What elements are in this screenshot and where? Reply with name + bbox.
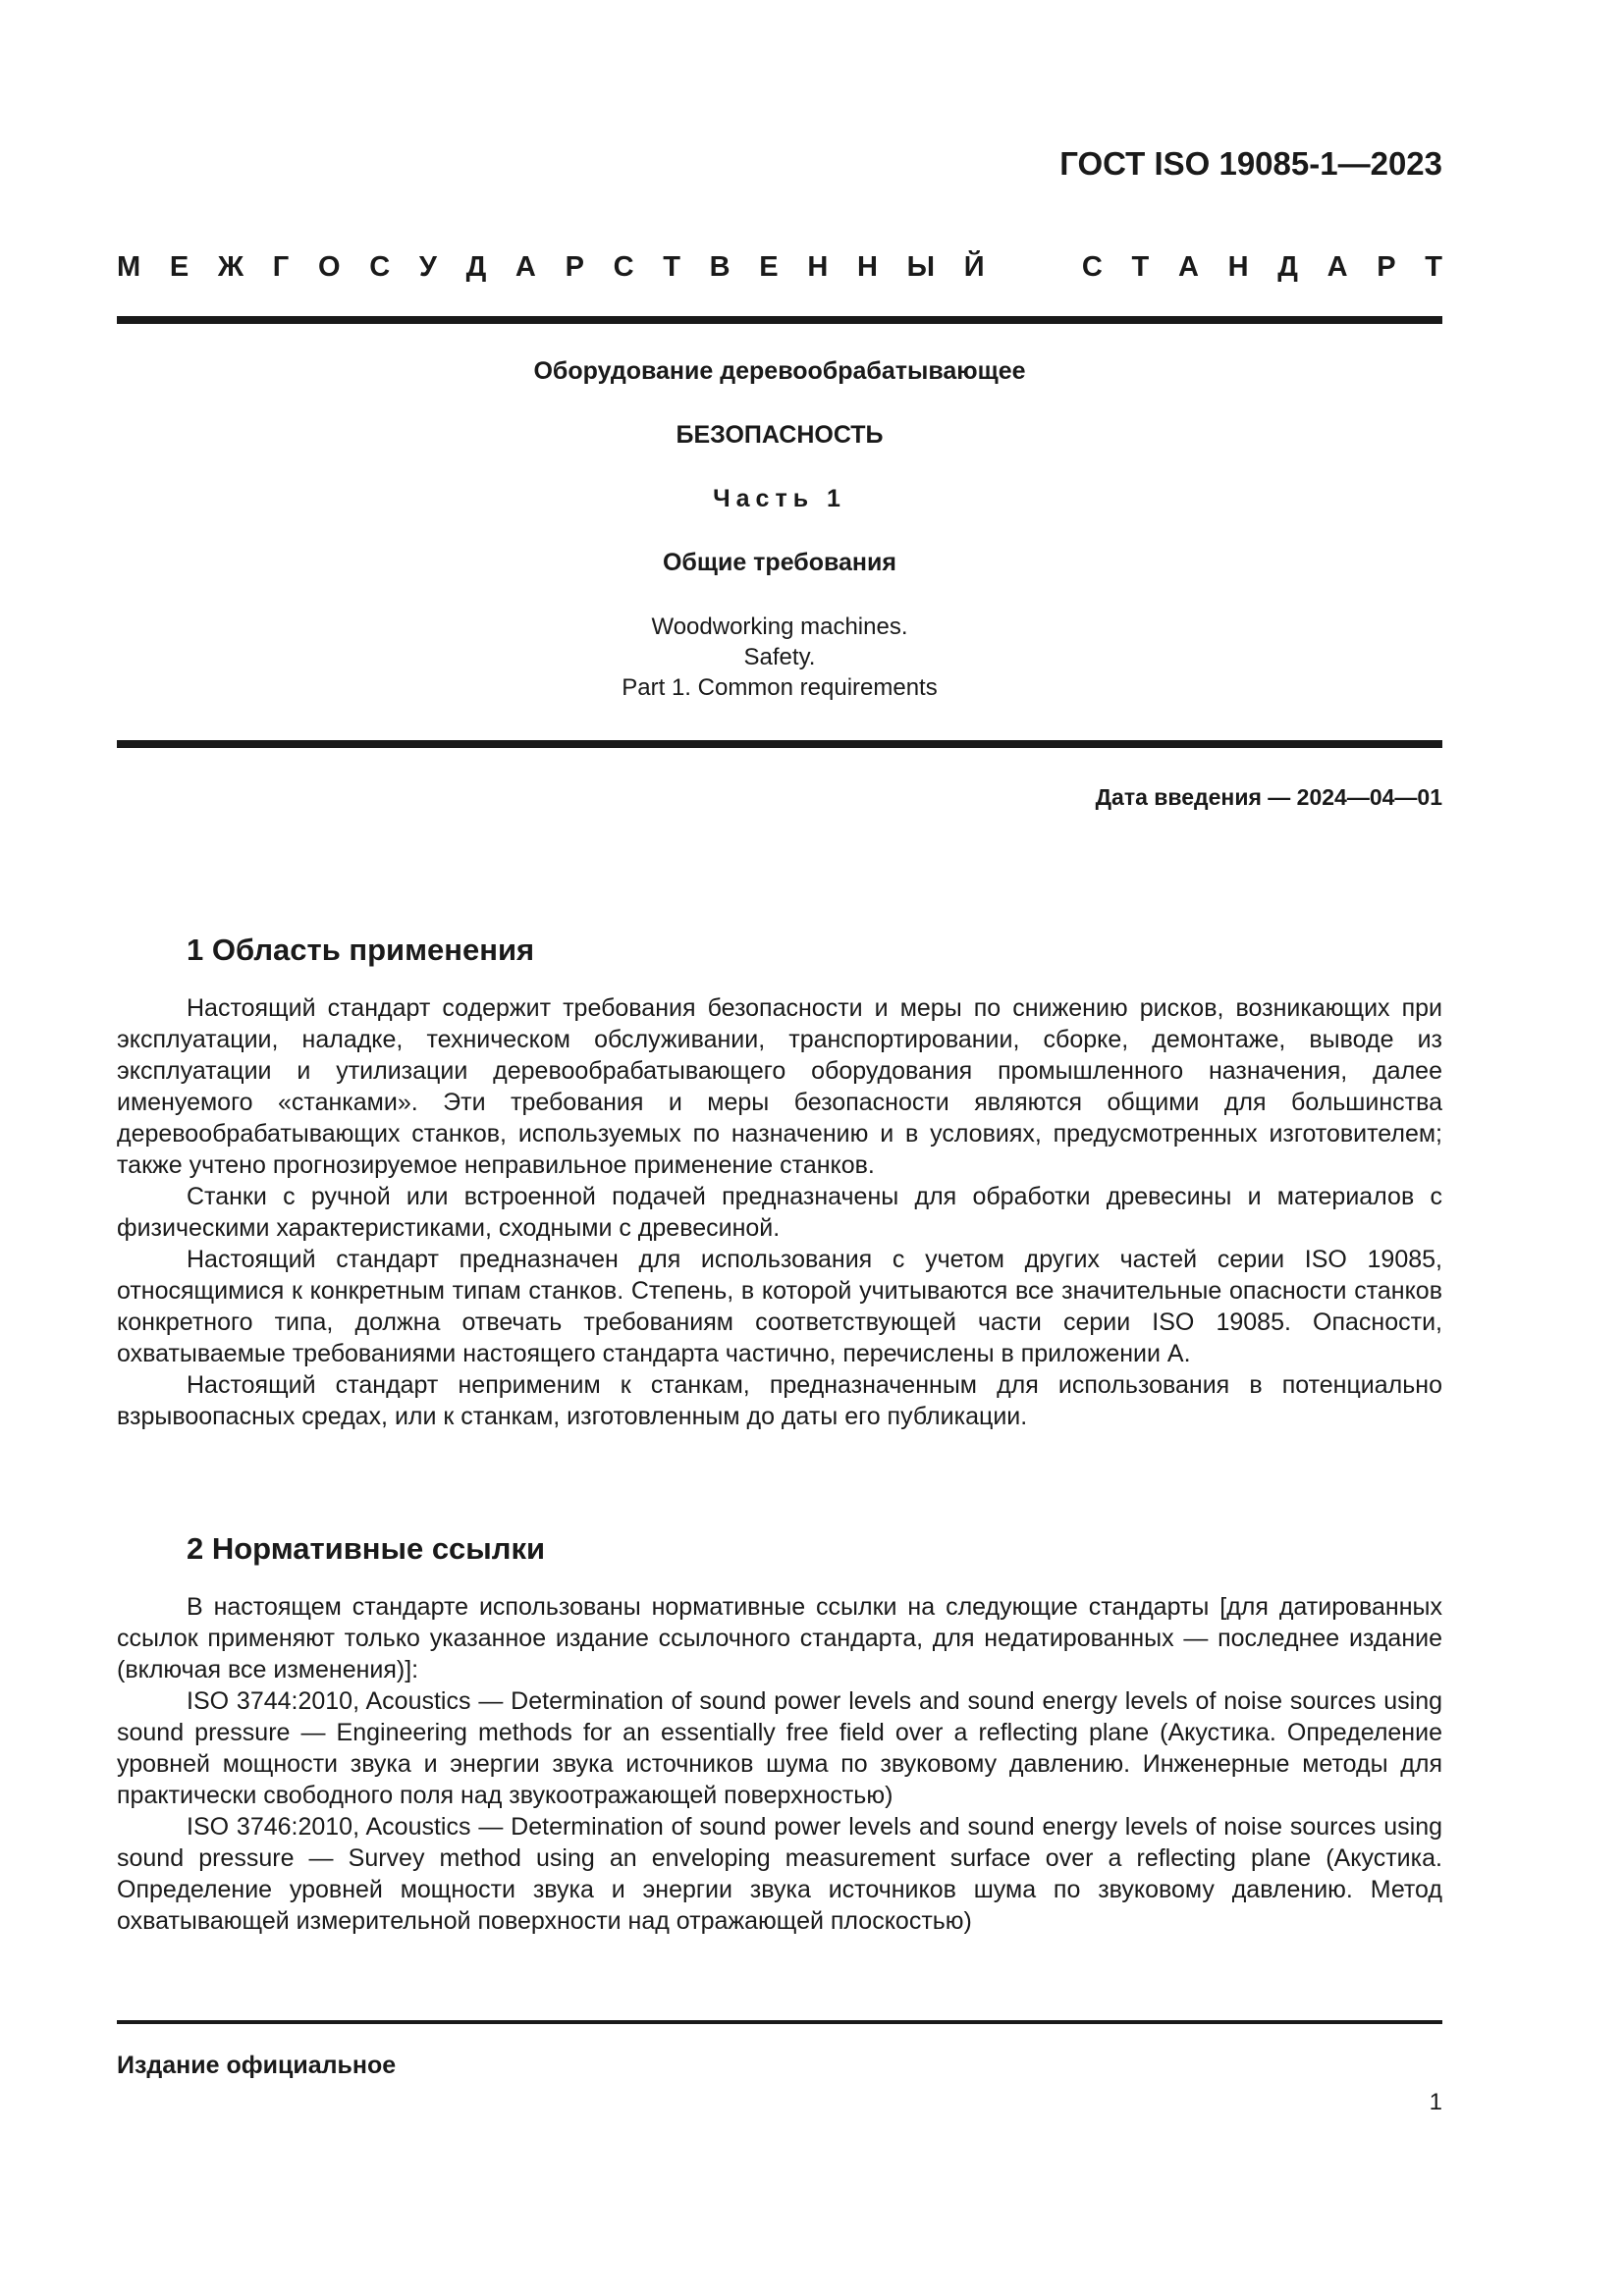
- title-divider: [117, 740, 1442, 748]
- section-2-heading: 2 Нормативные ссылки: [187, 1531, 546, 1566]
- banner-letter: С: [613, 251, 634, 283]
- section-2-body: [117, 1591, 1442, 1937]
- banner-letter: В: [709, 251, 731, 283]
- banner-letter: Т: [1131, 251, 1150, 283]
- banner-letter: Т: [663, 251, 680, 283]
- banner-letter: Р: [1377, 251, 1396, 283]
- section-1-body: [117, 992, 1442, 1432]
- title-english-line: Part 1. Common requirements: [622, 674, 938, 701]
- banner-letter: О: [317, 251, 341, 283]
- banner-letter: Н: [1227, 251, 1249, 283]
- banner-letter: Ж: [217, 251, 244, 283]
- official-edition-label: Издание официальное: [117, 2052, 397, 2079]
- banner-letter: Д: [465, 251, 487, 283]
- banner-letter: Д: [1277, 251, 1298, 283]
- banner-letter: Н: [807, 251, 829, 283]
- banner-word-gap: [1013, 251, 1053, 284]
- banner-letter: А: [1326, 251, 1348, 283]
- title-english-line: Safety.: [743, 644, 816, 670]
- footer-divider: [117, 2020, 1442, 2024]
- banner-letter: Е: [759, 251, 779, 283]
- banner-letter: Й: [963, 251, 985, 283]
- banner-letter: А: [1177, 251, 1199, 283]
- paragraph: Настоящий стандарт неприменим к станкам, предназначенным для использования в потенциально взрывоопасных средах, или к станкам, изготовленным до даты его публикации.: [117, 1371, 1442, 1430]
- title-product: Оборудование деревообрабатывающее: [533, 357, 1026, 385]
- introduction-date: Дата введения — 2024—04—01: [1095, 784, 1442, 810]
- banner-letter: С: [1081, 251, 1103, 283]
- banner-letter: С: [369, 251, 391, 283]
- header-divider: [117, 316, 1442, 324]
- reference-item: ISO 3746:2010, Acoustics — Determination of sound power levels and sound energy levels of noise sources using sound pressure — Survey method using an enveloping measurement surface over a reflecting plane (Акустика. Определение уровней мощности звука и энергии звука источников шума по звуковому давлению. Метод охватывающей измерительной поверхности над отражающей плоскостью): [117, 1813, 1442, 1935]
- banner-letter: Г: [272, 251, 290, 283]
- title-english: [117, 612, 1442, 703]
- banner-letter: Е: [169, 251, 189, 283]
- banner-letter: У: [418, 251, 437, 283]
- banner-letter: Н: [856, 251, 878, 283]
- title-safety: БЕЗОПАСНОСТЬ: [676, 421, 884, 449]
- banner-letter: Ы: [906, 251, 935, 283]
- title-requirements: Общие требования: [662, 549, 896, 576]
- banner-letter: М: [117, 251, 141, 283]
- banner-letter: Т: [1425, 251, 1442, 283]
- standard-number: ГОСТ ISO 19085-1—2023: [1059, 145, 1442, 182]
- interstate-standard-banner: [117, 251, 1442, 284]
- reference-item: ISO 3744:2010, Acoustics — Determination of sound power levels and sound energy levels of noise sources using sound pressure — Engineering methods for an essentially free field over a reflecting plane (Акустика. Определение уровней мощности звука и энергии звука источников шума по звуковому давлению. Инженерные методы для практически свободного поля над звукоотражающей поверхностью): [117, 1687, 1442, 1809]
- banner-letter: А: [514, 251, 536, 283]
- paragraph: Настоящий стандарт содержит требования безопасности и меры по снижению рисков, возникающих при эксплуатации, наладке, техническом обслуживании, транспортировании, сборке, демонтаже, выводе из эксплуатации и утилизации деревообрабатывающего оборудования промышленного назначения, далее именуемого «станками». Эти требования и меры безопасности являются общими для большинства деревообрабатывающих станков, используемых по назначению и в условиях, предусмотренных изготовителем; также учтено прогнозируемое неправильное применение станков.: [117, 994, 1442, 1179]
- section-1-heading: 1 Область применения: [187, 933, 535, 967]
- title-part: Часть 1: [713, 485, 846, 512]
- title-english-line: Woodworking machines.: [651, 614, 908, 640]
- paragraph: Станки с ручной или встроенной подачей предназначены для обработки древесины и материалов с физическими характеристиками, сходными с древесиной.: [117, 1183, 1442, 1242]
- page-number: 1: [1429, 2089, 1442, 2115]
- paragraph: Настоящий стандарт предназначен для использования с учетом других частей серии ISO 19085, относящимися к конкретным типам станков. Степень, в которой учитываются все значительные опасности станков конкретного типа, должна отвечать требованиям соответствующей части серии ISO 19085. Опасности, охватываемые требованиями настоящего стандарта частично, перечислены в приложении А.: [117, 1246, 1442, 1367]
- paragraph: В настоящем стандарте использованы нормативные ссылки на следующие стандарты [для датированных ссылок применяют только указанное издание ссылочного стандарта, для недатированных — последнее издание (включая все изменения)]:: [117, 1593, 1442, 1683]
- banner-letter: Р: [565, 251, 584, 283]
